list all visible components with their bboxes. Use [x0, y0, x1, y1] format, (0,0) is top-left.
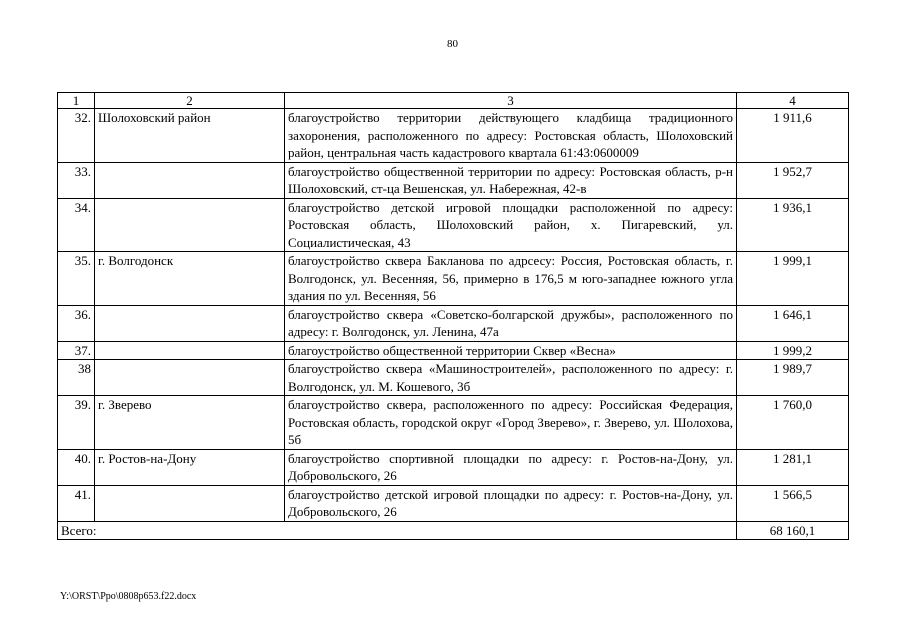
district-name: г. Волгодонск — [95, 252, 285, 306]
row-number: 34. — [58, 198, 95, 252]
table-row — [58, 198, 849, 252]
header-cell: 1 — [58, 93, 95, 109]
table-row — [58, 162, 849, 198]
row-number: 41. — [58, 485, 95, 521]
table-header-row — [58, 93, 849, 109]
table-row — [58, 396, 849, 450]
amount: 1 999,2 — [737, 341, 849, 360]
project-description: благоустройство сквера, расположенного по адресу: Российская Федерация, Ростовская область, городской округ «Город Зверево», г. Зверево, ул. Шолохова, 5б — [285, 396, 737, 450]
district-name: г. Зверево — [95, 396, 285, 450]
project-description: благоустройство общественной территории по адресу: Ростовская область, р-н Шолоховский, ст-ца Вешенская, ул. Набережная, 42-в — [285, 162, 737, 198]
amount: 1 281,1 — [737, 449, 849, 485]
district-name — [95, 341, 285, 360]
table-row — [58, 252, 849, 306]
amount: 1 760,0 — [737, 396, 849, 450]
budget-table — [57, 92, 849, 540]
table-row — [58, 341, 849, 360]
project-description: благоустройство территории действующего кладбища традиционного захоронения, расположенного по адресу: Ростовская область, Шолоховский район, центральная часть кадастрового квартала 61:43:0600009 — [285, 109, 737, 163]
row-number: 37. — [58, 341, 95, 360]
project-description: благоустройство детской игровой площадки расположенной по адресу: Ростовская область, Шолоховский район, х. Пигаревский, ул. Социалистическая, 43 — [285, 198, 737, 252]
district-name: г. Ростов-на-Дону — [95, 449, 285, 485]
district-name — [95, 485, 285, 521]
amount: 1 952,7 — [737, 162, 849, 198]
total-amount: 68 160,1 — [737, 521, 849, 540]
project-description: благоустройство спортивной площадки по адресу: г. Ростов-на-Дону, ул. Добровольского, 26 — [285, 449, 737, 485]
table-row — [58, 360, 849, 396]
table-row — [58, 305, 849, 341]
amount: 1 989,7 — [737, 360, 849, 396]
row-number: 36. — [58, 305, 95, 341]
header-cell: 4 — [737, 93, 849, 109]
row-number: 33. — [58, 162, 95, 198]
district-name — [95, 198, 285, 252]
row-number: 39. — [58, 396, 95, 450]
project-description: благоустройство сквера «Советско-болгарской дружбы», расположенного по адресу: г. Волгодонск, ул. Ленина, 47а — [285, 305, 737, 341]
amount: 1 911,6 — [737, 109, 849, 163]
row-number: 35. — [58, 252, 95, 306]
amount: 1 999,1 — [737, 252, 849, 306]
project-description: благоустройство детской игровой площадки по адресу: г. Ростов-на-Дону, ул. Добровольского, 26 — [285, 485, 737, 521]
row-number: 40. — [58, 449, 95, 485]
header-cell: 3 — [285, 93, 737, 109]
district-name: Шолоховский район — [95, 109, 285, 163]
table-row — [58, 449, 849, 485]
file-path-footer: Y:\ORST\Ppo\0808p653.f22.docx — [60, 591, 197, 602]
district-name — [95, 162, 285, 198]
header-cell: 2 — [95, 93, 285, 109]
row-number: 32. — [58, 109, 95, 163]
total-label: Всего: — [58, 521, 737, 540]
row-number: 38 — [58, 360, 95, 396]
project-description: благоустройство сквера «Машиностроителей», расположенного по адресу: г. Волгодонск, ул. М. Кошевого, 3б — [285, 360, 737, 396]
district-name — [95, 305, 285, 341]
project-description: благоустройство сквера Бакланова по адрсесу: Россия, Ростовская область, г. Волгодонск, ул. Весенняя, 56, примерно в 176,5 м юго-западнее южного угла здания по ул. Весенняя, 56 — [285, 252, 737, 306]
district-name — [95, 360, 285, 396]
total-row — [58, 521, 849, 540]
table-row — [58, 109, 849, 163]
page-number: 80 — [447, 38, 458, 50]
project-description: благоустройство общественной территории Сквер «Весна» — [285, 341, 737, 360]
table-row — [58, 485, 849, 521]
amount: 1 646,1 — [737, 305, 849, 341]
amount: 1 566,5 — [737, 485, 849, 521]
amount: 1 936,1 — [737, 198, 849, 252]
